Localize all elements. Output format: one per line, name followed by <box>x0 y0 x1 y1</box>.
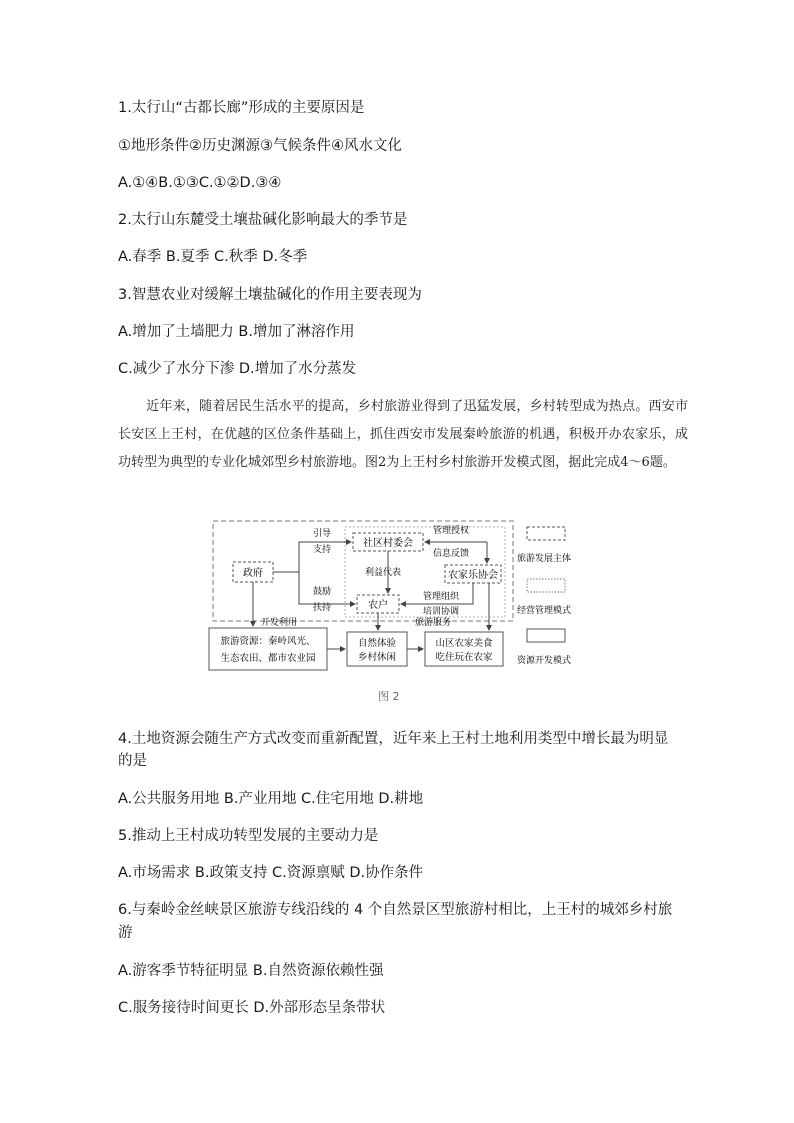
farmer-assoc-label: 农家乐协会 <box>448 570 498 581</box>
label-training: 培训协调 <box>423 607 460 617</box>
q3-stem: 3.智慧农业对缓解土壤盐碱化的作用主要表现为 <box>118 287 422 303</box>
q2-options: A.春季 B.夏季 C.秋季 D.冬季 <box>118 249 308 265</box>
passage <box>118 393 688 477</box>
q4-options: A.公共服务用地 B.产业用地 C.住宅用地 D.耕地 <box>118 791 424 807</box>
q4-stem-line1: 4.土地资源会随生产方式改变而重新配置，近年来上王村土地利用类型中增长最为明显 <box>118 731 669 747</box>
q1-stem: 1.太行山“古都长廊”形成的主要原因是 <box>118 100 365 116</box>
passage-text: 近年来，随着居民生活水平的提高，乡村旅游业得到了迅猛发展，乡村转型成为热点。西安市长安区上王村，在优越的区位条件基础上，抓住西安市发展秦岭旅游的机遇，积极开办农家乐，成功转型为典型的专业化城郊型乡村旅游地。图2为上王村乡村旅游开发模式图，据此完成4～6题。 <box>118 399 688 470</box>
label-support: 支持 <box>313 545 332 555</box>
community-label: 社区村委会 <box>363 538 413 549</box>
q6-options-line2: C.服务接待时间更长 D.外部形态呈条带状 <box>118 1000 386 1016</box>
figure-caption: 图 2 <box>378 690 400 703</box>
label-interest-rep: 利益代表 <box>365 568 402 578</box>
legend-subject-swatch <box>527 527 565 540</box>
nature-label-2: 乡村休闲 <box>357 652 397 663</box>
q6-options-line1: A.游客季节特征明显 B.自然资源依赖性强 <box>118 963 384 979</box>
q1-options: A.①④B.①③C.①②D.③④ <box>118 175 282 191</box>
food-label-1: 山区农家美食 <box>435 638 493 649</box>
legend-management-label: 经营管理模式 <box>517 606 572 616</box>
q6-stem-line1: 6.与秦岭金丝峡景区旅游专线沿线的 4 个自然景区型旅游村相比，上王村的城郊乡村旅 <box>118 902 673 918</box>
q3-options-line2: C.减少了水分下渗 D.增加了水分蒸发 <box>118 361 357 377</box>
nature-label-1: 自然体验 <box>357 638 397 649</box>
legend-subject-label: 旅游发展主体 <box>517 554 572 564</box>
label-tour-service: 旅游服务 <box>415 618 452 628</box>
legend-resource-swatch <box>527 629 565 642</box>
government-label: 政府 <box>243 568 263 579</box>
label-develop-use: 开发利用 <box>261 618 298 628</box>
q3-options-line1: A.增加了土墙肥力 B.增加了淋溶作用 <box>118 324 355 340</box>
label-guide: 引导 <box>313 529 332 539</box>
q5-options: A.市场需求 B.政策支持 C.资源禀赋 D.协作条件 <box>118 865 424 881</box>
tourism-model-diagram <box>205 515 595 677</box>
label-info-feedback: 信息反馈 <box>433 549 470 559</box>
q1-items: ①地形条件②历史渊源③气候条件④风水文化 <box>118 138 402 154</box>
resources-label-1: 旅游资源：秦岭风光、 <box>220 636 316 647</box>
q4-stem-line2: 的是 <box>118 753 147 769</box>
resources-label-2: 生态农田、都市农业园 <box>220 653 316 664</box>
legend-resource-label: 资源开发模式 <box>517 656 572 666</box>
q6-stem-line2: 游 <box>118 925 133 941</box>
q5-stem: 5.推动上王村成功转型发展的主要动力是 <box>118 828 379 844</box>
label-mgmt-auth: 管理授权 <box>433 526 470 536</box>
label-encourage: 鼓励 <box>313 587 332 597</box>
legend-management-swatch <box>527 579 565 592</box>
arrow-gov-community <box>273 542 351 572</box>
q2-stem: 2.太行山东麓受土壤盐碱化影响最大的季节是 <box>118 212 408 228</box>
farmer-label: 农户 <box>368 600 388 611</box>
food-label-2: 吃住玩在农家 <box>435 652 493 663</box>
label-assist: 扶持 <box>313 603 332 613</box>
label-mgmt-org: 管理组织 <box>423 592 460 602</box>
